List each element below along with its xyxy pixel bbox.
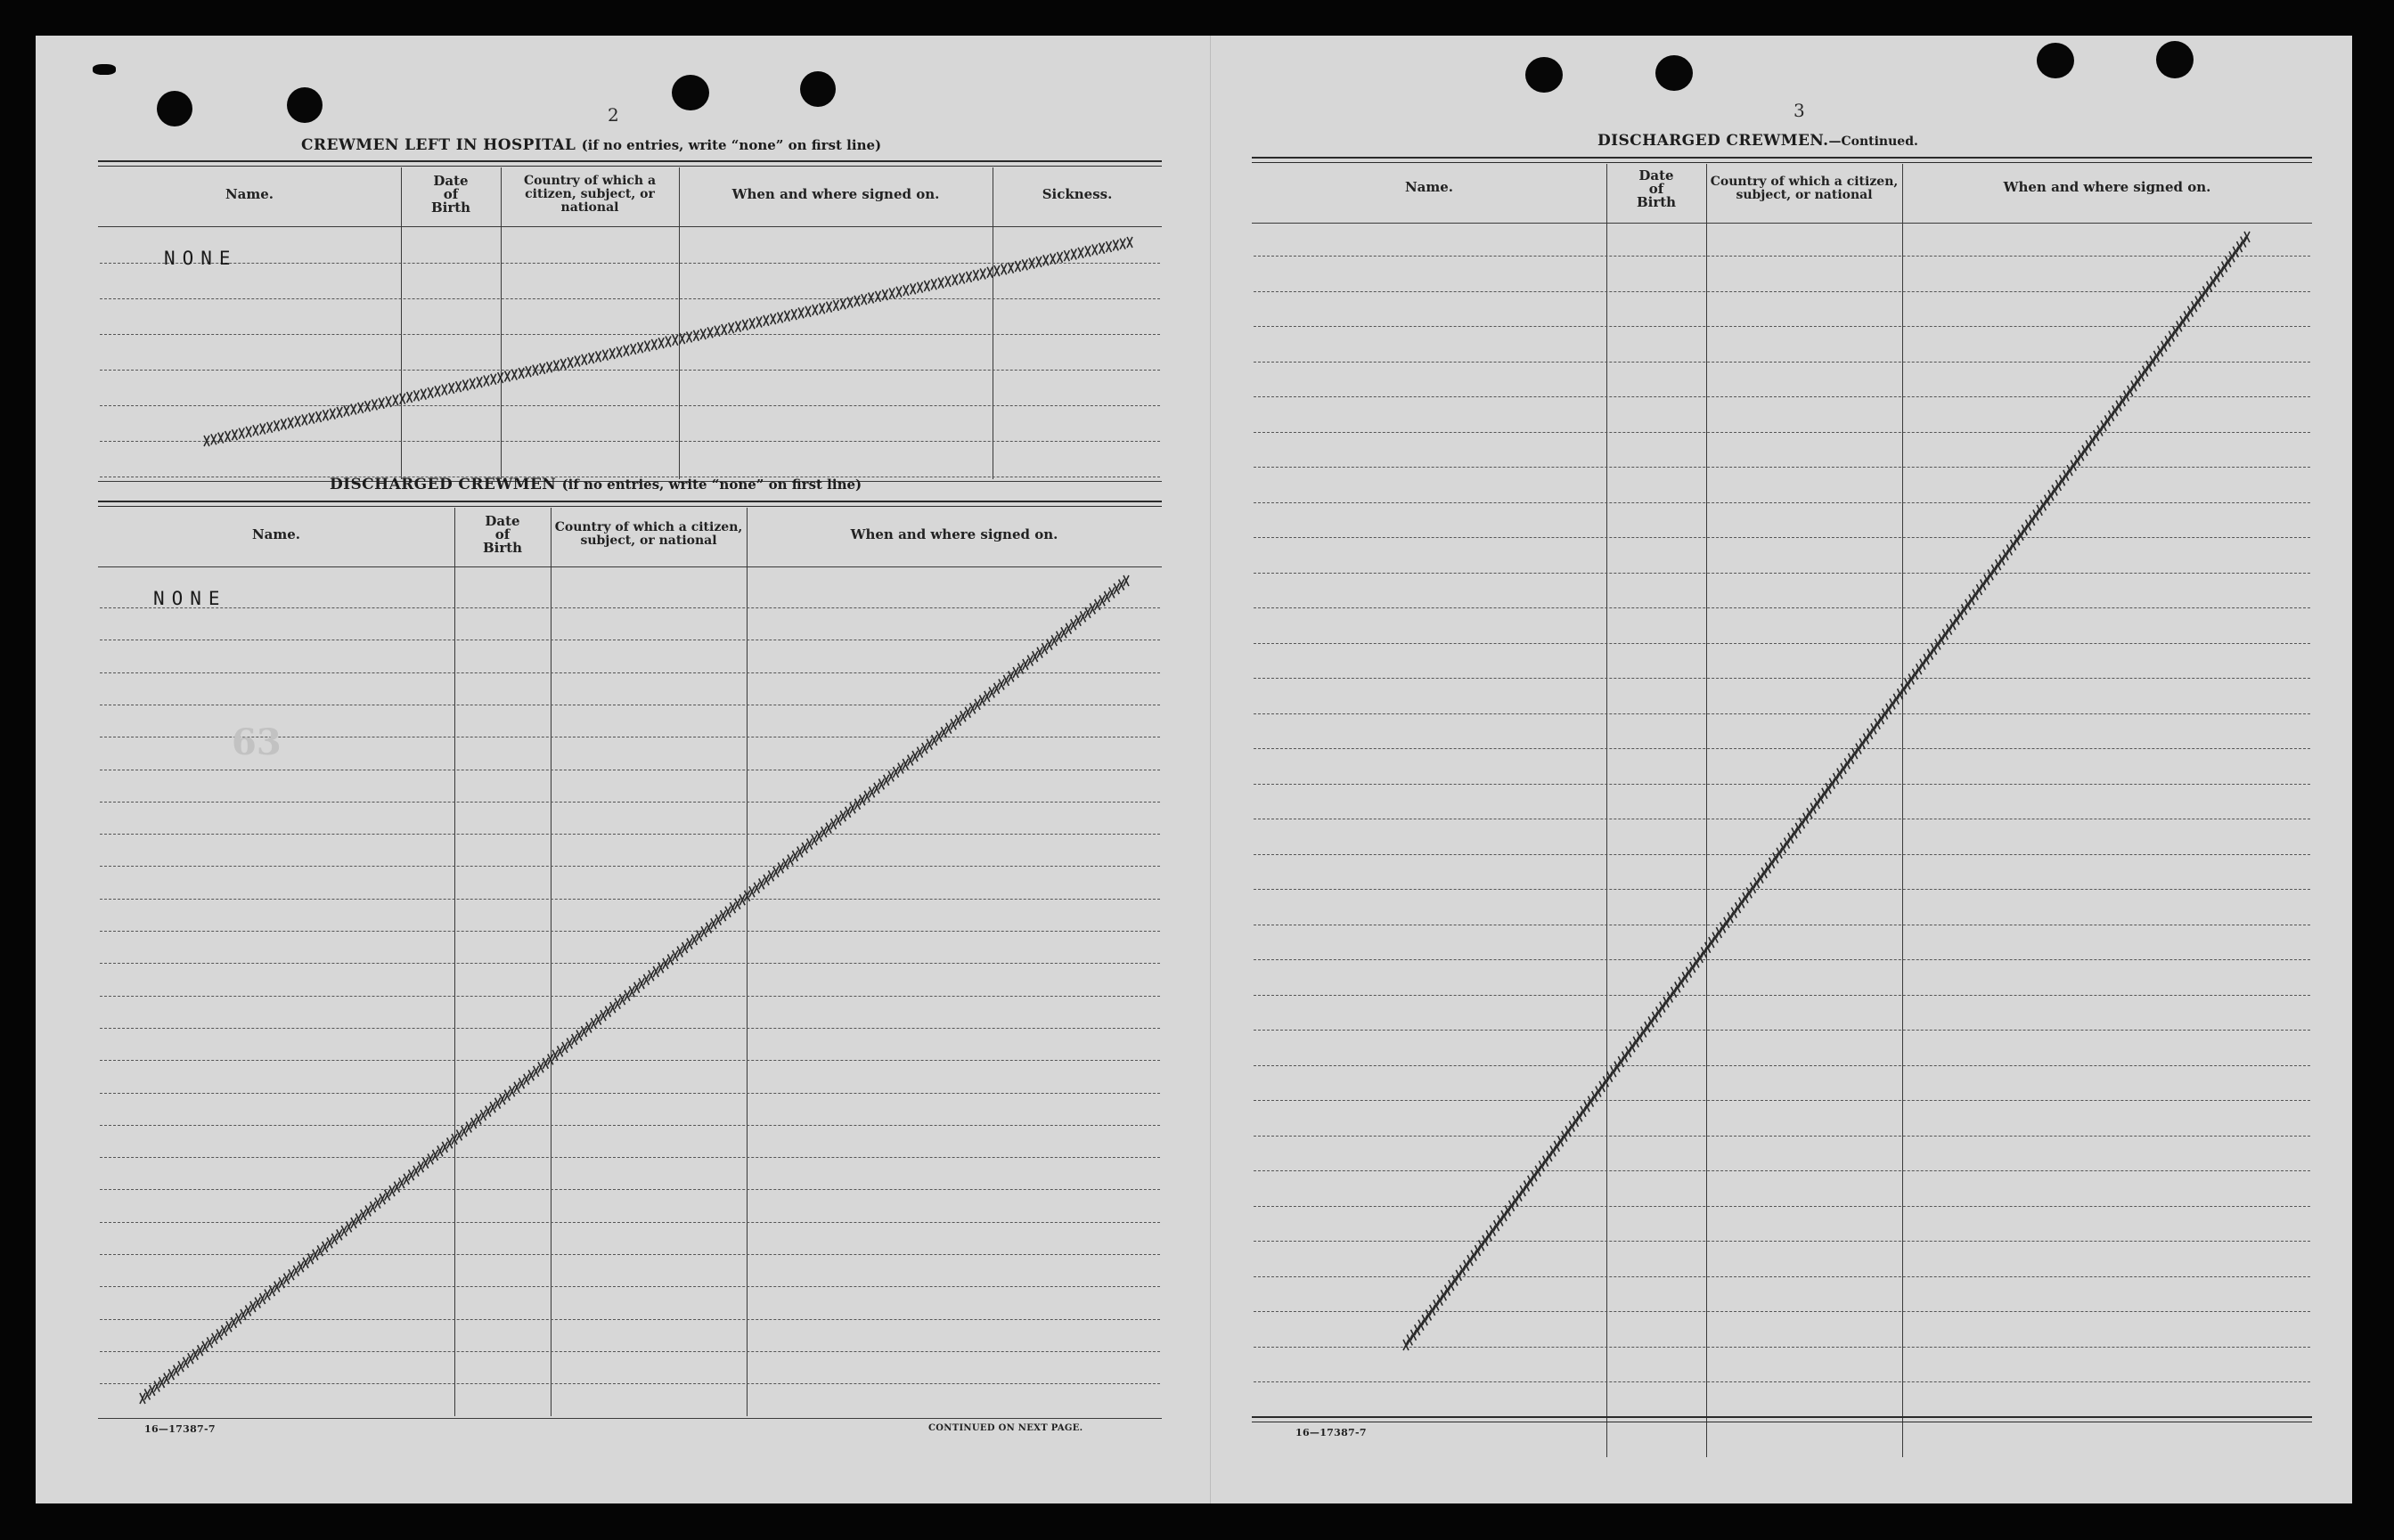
discharged-none-entry: NONE <box>153 588 227 609</box>
discharged-continued-title-text: DISCHARGED CREWMEN. <box>1597 132 1829 150</box>
ruled-line <box>100 1157 1160 1158</box>
ruled-line <box>1254 1276 2310 1277</box>
ruled-line <box>100 334 1160 335</box>
hospital-col-sickness: Sickness. <box>1042 185 1113 202</box>
discharged-section-title <box>330 476 862 493</box>
discharged-header-bottom-rule <box>98 566 1162 567</box>
footer-form-number: 16—17387-7 <box>144 1423 216 1435</box>
discharged-header-rule <box>98 501 1162 507</box>
discharged-title-text: DISCHARGED CREWMEN <box>330 476 557 493</box>
ruled-line <box>100 899 1160 900</box>
ruled-line <box>100 931 1160 932</box>
discharged-col-country: Country of which a citizen, subject, or national <box>554 520 743 548</box>
discharged-col-divider <box>747 508 748 1416</box>
discharged-continued-title <box>1597 132 1918 150</box>
ruled-line <box>1254 1170 2310 1171</box>
ruled-line <box>100 441 1160 442</box>
ruled-line <box>100 963 1160 964</box>
ruled-line <box>1254 432 2310 433</box>
hospital-header-bottom-rule <box>98 226 1162 227</box>
ruled-line <box>1254 959 2310 960</box>
hospital-col-country: Country of which a citizen, subject, or national <box>523 173 657 215</box>
continued-col-divider <box>1606 164 1607 1457</box>
hospital-title-text: CREWMEN LEFT IN HOSPITAL <box>301 136 576 154</box>
ruled-line <box>100 802 1160 803</box>
ruled-line <box>1254 1136 2310 1137</box>
ruled-line <box>1254 1311 2310 1312</box>
ruled-line <box>100 607 1160 608</box>
continued-col-divider <box>1706 164 1707 1457</box>
page-number: 3 <box>1793 100 1805 121</box>
hospital-section-title <box>301 136 881 154</box>
hospital-col-dob: Date of Birth <box>430 172 471 216</box>
ruled-line <box>100 866 1160 867</box>
continued-header-rule <box>1252 157 2312 163</box>
continued-header-bottom-rule <box>1252 223 2312 224</box>
ruled-line <box>1254 502 2310 503</box>
ruled-line <box>100 1028 1160 1029</box>
ruled-line <box>1254 1100 2310 1101</box>
discharged-continued-suffix: —Continued. <box>1828 134 1918 149</box>
continued-col-name: Name. <box>1404 178 1454 195</box>
page-number: 2 <box>608 104 619 126</box>
ruled-line <box>1254 573 2310 574</box>
footer-continued-note: CONTINUED ON NEXT PAGE. <box>928 1423 1083 1433</box>
ruled-line <box>100 1286 1160 1287</box>
ruled-line <box>1254 1206 2310 1207</box>
ruled-line <box>1254 607 2310 608</box>
page-2 <box>36 36 1210 1503</box>
ruled-line <box>1254 678 2310 679</box>
ruled-line <box>100 1254 1160 1255</box>
ruled-line <box>100 1189 1160 1190</box>
continued-bottom-rule <box>1252 1416 2312 1422</box>
hospital-instruction: (if no entries, write “none” on first line) <box>581 137 882 153</box>
ruled-line <box>1254 748 2310 749</box>
ruled-line <box>100 996 1160 997</box>
ruled-line <box>100 1125 1160 1126</box>
ruled-line <box>100 1222 1160 1223</box>
continued-col-signed-on: When and where signed on. <box>2003 178 2211 195</box>
ruled-line <box>100 1060 1160 1061</box>
ruled-line <box>1254 467 2310 468</box>
ruled-line <box>1254 784 2310 785</box>
ruled-line <box>1254 854 2310 855</box>
ruled-line <box>1254 643 2310 644</box>
ruled-line <box>1254 1065 2310 1066</box>
ruled-line <box>100 1093 1160 1094</box>
bleed-through-mark: 63 <box>232 721 282 763</box>
ruled-line <box>1254 256 2310 257</box>
ruled-line <box>1254 889 2310 890</box>
page-3 <box>1210 36 2353 1503</box>
continued-col-divider <box>1902 164 1903 1457</box>
discharged-bottom-rule <box>98 1418 1162 1419</box>
ruled-line <box>100 263 1160 264</box>
discharged-col-signed-on: When and where signed on. <box>850 526 1058 542</box>
discharged-instruction: (if no entries, write “none” on first line) <box>561 477 862 493</box>
hospital-none-entry: NONE <box>164 248 238 269</box>
hospital-col-name: Name. <box>225 185 274 202</box>
ruled-line <box>100 1383 1160 1384</box>
ruled-line <box>1254 291 2310 292</box>
footer-form-number: 16—17387-7 <box>1295 1427 1367 1438</box>
ruled-line <box>1254 537 2310 538</box>
continued-col-country: Country of which a citizen, subject, or national <box>1710 175 1899 202</box>
discharged-col-name: Name. <box>251 526 301 542</box>
ruled-line <box>100 834 1160 835</box>
scanned-document <box>36 36 2352 1503</box>
ruled-line <box>100 1351 1160 1352</box>
hospital-header-rule <box>98 160 1162 167</box>
discharged-col-dob: Date of Birth <box>482 512 523 556</box>
ruled-line <box>1254 326 2310 327</box>
hospital-col-divider <box>401 167 402 479</box>
discharged-col-divider <box>454 508 455 1416</box>
ruled-line <box>100 405 1160 406</box>
ruled-line <box>1254 995 2310 996</box>
ruled-line <box>100 370 1160 371</box>
ruled-line <box>1254 713 2310 714</box>
ruled-line <box>100 1319 1160 1320</box>
ruled-line <box>100 298 1160 299</box>
ruled-line <box>1254 1241 2310 1242</box>
ruled-line <box>1254 362 2310 363</box>
hospital-col-divider <box>501 167 502 479</box>
discharged-col-divider <box>551 508 552 1416</box>
ruled-line <box>100 672 1160 673</box>
continued-col-dob: Date of Birth <box>1636 167 1677 210</box>
ruled-line <box>1254 1381 2310 1382</box>
hospital-col-divider <box>679 167 680 479</box>
ruled-line <box>1254 396 2310 397</box>
ruled-line <box>1254 1030 2310 1031</box>
hospital-col-signed-on: When and where signed on. <box>731 185 940 202</box>
ruled-line <box>1254 1347 2310 1348</box>
